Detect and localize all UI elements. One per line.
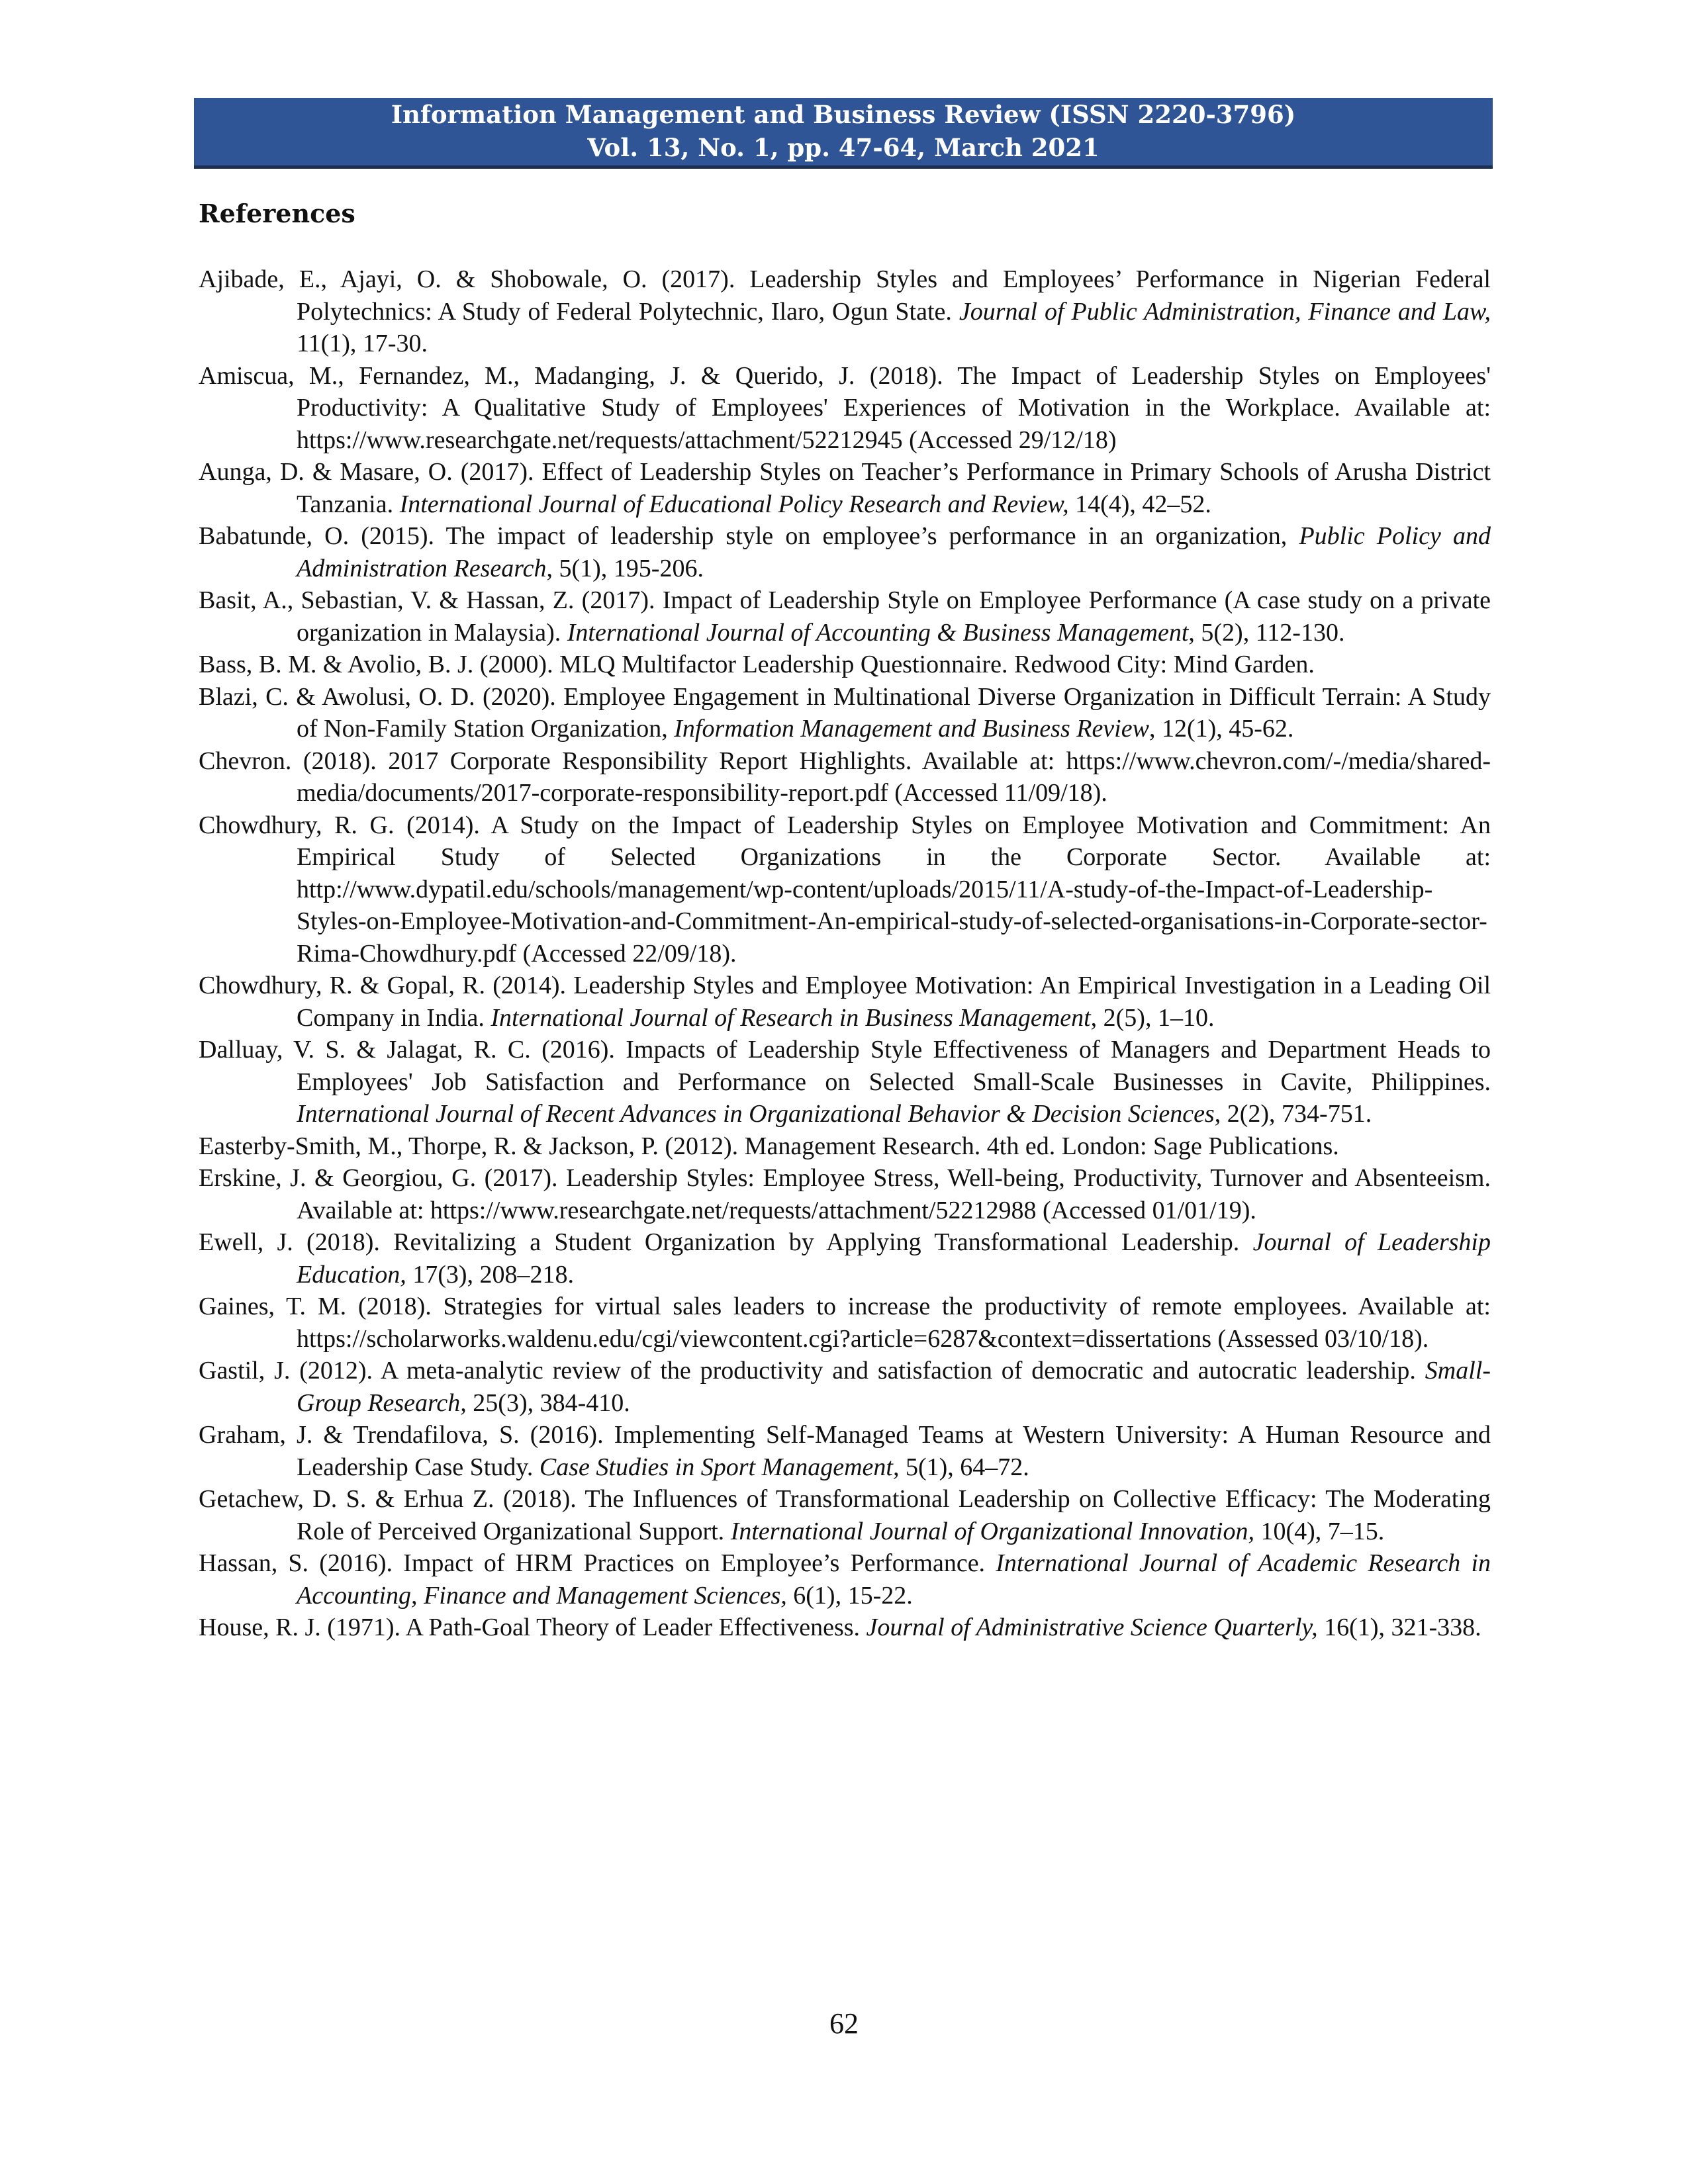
journal-issue: Vol. 13, No. 1, pp. 47-64, March 2021	[587, 133, 1100, 162]
reference-item: House, R. J. (1971). A Path-Goal Theory of Leader Effectiveness. Journal of Administrative Science Quarterly, 16(1), 321-338.	[199, 1614, 1481, 1641]
reference-item: Amiscua, M., Fernandez, M., Madanging, J. & Querido, J. (2018). The Impact of Leadership Styles on Employees' Productivity: A Qualitative Study of Employees' Experiences of Motivation in the Workplace. Available at: https://www.researchgate.net/requests/attachment/52212945 (Accessed 29/12/18)	[199, 361, 1491, 454]
section-title: References	[199, 199, 355, 228]
reference-item: Basit, A., Sebastian, V. & Hassan, Z. (2017). Impact of Leadership Style on Employee Performance (A case study on a private organization in Malaysia). International Journal of Accounting & Business Management, 5(2), 112-130.	[199, 586, 1491, 647]
reference-item: Chowdhury, R. G. (2014). A Study on the Impact of Leadership Styles on Employee Motivation and Commitment: An Empirical Study of Selected Organizations in the Corporate Sector. Available at: http://www.dypatil.edu/schools/management/wp-content/uploads/2015/11/A-study-of-the-Impact-of-Leadership-Styles-on-Employee-Motivation-and-Commitment-An-empirical-study-of-selected-organisations-in-Corporate-sector-Rima-Chowdhury.pdf (Accessed 22/09/18).	[199, 811, 1491, 968]
journal-header	[194, 98, 1493, 169]
reference-item: Graham, J. & Trendafilova, S. (2016). Implementing Self-Managed Teams at Western University: A Human Resource and Leadership Case Study. Case Studies in Sport Management, 5(1), 64–72.	[199, 1421, 1491, 1481]
reference-item: Ajibade, E., Ajayi, O. & Shobowale, O. (2017). Leadership Styles and Employees’ Performance in Nigerian Federal Polytechnics: A Study of Federal Polytechnic, Ilaro, Ogun State. Journal of Public Administration, Finance and Law, 11(1), 17-30.	[199, 265, 1491, 357]
page-number: 62	[829, 2007, 859, 2040]
reference-item: Getachew, D. S. & Erhua Z. (2018). The Influences of Transformational Leadership on Collective Efficacy: The Moderating Role of Perceived Organizational Support. International Journal of Organizational Innovation, 10(4), 7–15.	[199, 1485, 1491, 1545]
reference-item: Gaines, T. M. (2018). Strategies for virtual sales leaders to increase the productivity of remote employees. Available at: https://scholarworks.waldenu.edu/cgi/viewcontent.cgi?article=6287&context=dissertations (Assessed 03/10/18).	[199, 1293, 1491, 1353]
reference-item: Ewell, J. (2018). Revitalizing a Student Organization by Applying Transformational Leadership. Journal of Leadership Education, 17(3), 208–218.	[199, 1228, 1491, 1289]
reference-item: Erskine, J. & Georgiou, G. (2017). Leadership Styles: Employee Stress, Well-being, Productivity, Turnover and Absenteeism. Available at: https://www.researchgate.net/requests/attachment/52212988 (Accessed 01/01/19).	[199, 1164, 1491, 1224]
reference-list	[199, 263, 1491, 1644]
reference-item: Blazi, C. & Awolusi, O. D. (2020). Employee Engagement in Multinational Diverse Organization in Difficult Terrain: A Study of Non-Family Station Organization, Information Management and Business Review, 12(1), 45-62.	[199, 682, 1491, 743]
reference-item: Hassan, S. (2016). Impact of HRM Practices on Employee’s Performance. International Journal of Academic Research in Accounting, Finance and Management Sciences, 6(1), 15-22.	[199, 1549, 1491, 1610]
reference-item: Chevron. (2018). 2017 Corporate Responsibility Report Highlights. Available at: https://www.chevron.com/-/media/shared-media/documents/2017-corporate-responsibility-report.pdf (Accessed 11/09/18).	[199, 747, 1491, 807]
reference-item: Dalluay, V. S. & Jalagat, R. C. (2016). Impacts of Leadership Style Effectiveness of Managers and Department Heads to Employees' Job Satisfaction and Performance on Selected Small-Scale Businesses in Cavite, Philippines. International Journal of Recent Advances in Organizational Behavior & Decision Sciences, 2(2), 734-751.	[199, 1036, 1491, 1128]
reference-item: Babatunde, O. (2015). The impact of leadership style on employee’s performance in an organization, Public Policy and Administration Research, 5(1), 195-206.	[199, 522, 1491, 582]
reference-item: Chowdhury, R. & Gopal, R. (2014). Leadership Styles and Employee Motivation: An Empirical Investigation in a Leading Oil Company in India. International Journal of Research in Business Management, 2(5), 1–10.	[199, 972, 1491, 1032]
reference-item: Easterby-Smith, M., Thorpe, R. & Jackson, P. (2012). Management Research. 4th ed. London: Sage Publications.	[199, 1132, 1339, 1160]
reference-item: Aunga, D. & Masare, O. (2017). Effect of Leadership Styles on Teacher’s Performance in Primary Schools of Arusha District Tanzania. International Journal of Educational Policy Research and Review, 14(4), 42–52.	[199, 458, 1491, 518]
reference-item: Bass, B. M. & Avolio, B. J. (2000). MLQ Multifactor Leadership Questionnaire. Redwood City: Mind Garden.	[199, 651, 1315, 678]
reference-item: Gastil, J. (2012). A meta-analytic review of the productivity and satisfaction of democratic and autocratic leadership. Small-Group Research, 25(3), 384-410.	[199, 1357, 1491, 1417]
journal-title: Information Management and Business Review (ISSN 2220-3796)	[391, 100, 1296, 129]
